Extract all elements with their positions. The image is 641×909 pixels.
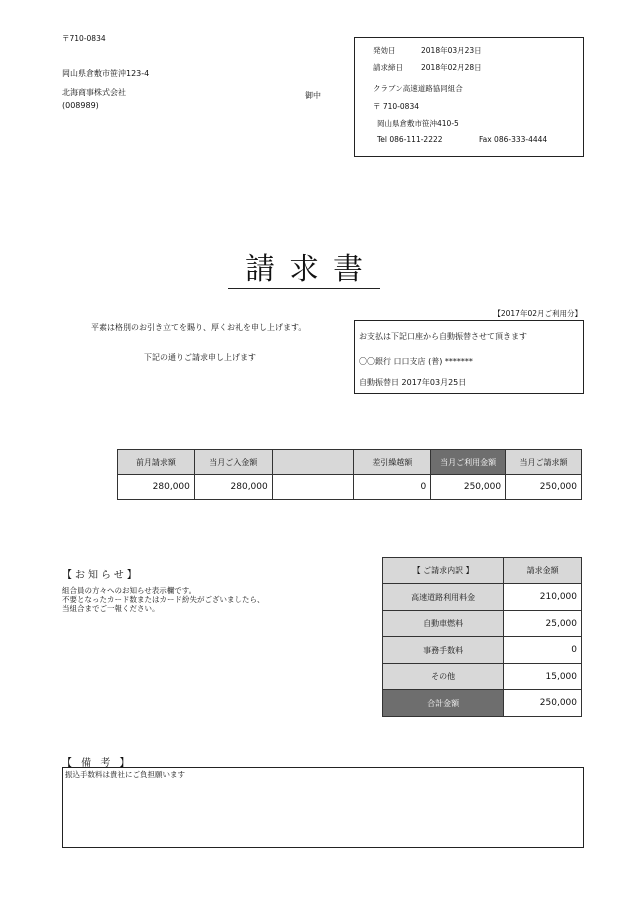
breakdown-label: その他 [383,664,504,690]
breakdown-total-amount: 250,000 [504,690,582,717]
summary-table [117,449,582,500]
summary-value-row [118,475,582,500]
greeting-line2: 下記の通りご請求申し上げます [144,353,256,362]
notice-body [62,586,265,613]
summary-header-row [118,450,582,475]
summary-header: 当月ご利用金額 [431,450,506,475]
received-value: 280,000 [194,475,272,500]
summary-header: 前月請求額 [118,450,195,475]
prev-billed-value: 280,000 [118,475,195,500]
breakdown-row [383,584,582,611]
payment-line2: 〇〇銀行 口口支店 (普) ******* [359,357,473,366]
issuer-fax: Fax 086-333-4444 [479,135,548,144]
notice-line: 不要となったカード数またはカード紛失がございましたら、 [62,595,265,604]
breakdown-table [382,557,582,717]
payment-box [354,320,584,394]
recipient-id: (008989) [62,101,99,110]
notes-text: 振込手数料は貴社にご負担願います [65,770,185,779]
notice-title: 【お知らせ】 [62,570,140,581]
issuer-postal: 〒 710-0834 [373,102,419,111]
breakdown-header-item: 【 ご請求内訳 】 [383,558,504,584]
notice-line: 当組合までご一報ください。 [62,604,160,613]
notes-title: 【 備 考 】 [62,758,133,769]
issue-date: 2018年03月23日 [421,46,482,55]
breakdown-label: 自動車燃料 [383,611,504,637]
issue-date-label: 発効日 [373,46,396,55]
recipient-address: 岡山県倉敷市笹沖123-4 [62,69,150,78]
issuer-name: クラブン高速道路協同組合 [373,84,463,93]
breakdown-row [383,611,582,637]
breakdown-amount: 15,000 [504,664,582,690]
carryover-value: 0 [354,475,431,500]
closing-date: 2018年02月28日 [421,63,482,72]
breakdown-amount: 0 [504,637,582,664]
greeting-line1: 平素は格別のお引き立てを賜り、厚くお礼を申し上げます。 [91,323,307,332]
breakdown-total-row [383,690,582,717]
usage-period: 【2017年02月ご利用分】 [493,309,582,318]
breakdown-row [383,664,582,690]
payment-line3: 自動振替日 2017年03月25日 [359,378,467,387]
summary-header-blank [272,450,354,475]
billed-value: 250,000 [506,475,582,500]
payment-line1: お支払は下記口座から自動振替させて頂きます [359,332,527,341]
breakdown-amount: 25,000 [504,611,582,637]
breakdown-header-amount: 請求金額 [504,558,582,584]
issuer-box [354,37,584,157]
breakdown-label: 事務手数料 [383,637,504,664]
breakdown-total-label: 合計金額 [383,690,504,717]
issuer-address: 岡山県倉敷市笹沖410-5 [377,119,459,128]
recipient-honorific: 御中 [305,91,321,100]
summary-header: 当月ご入金額 [194,450,272,475]
page-title: 請求書 [228,252,380,289]
recipient-company: 北海商事株式会社 [62,88,126,97]
blank-value [272,475,354,500]
usage-value: 250,000 [431,475,506,500]
closing-date-label: 請求締日 [373,63,403,72]
issuer-tel: Tel 086-111-2222 [377,135,443,144]
breakdown-header-row [383,558,582,584]
breakdown-label: 高速道路利用料金 [383,584,504,611]
notes-box [62,767,584,848]
breakdown-row [383,637,582,664]
recipient-postal: 〒710-0834 [62,34,106,43]
summary-header: 差引繰越額 [354,450,431,475]
summary-header: 当月ご請求額 [506,450,582,475]
notice-line: 組合員の方々へのお知らせ表示欄です。 [62,586,197,595]
breakdown-amount: 210,000 [504,584,582,611]
